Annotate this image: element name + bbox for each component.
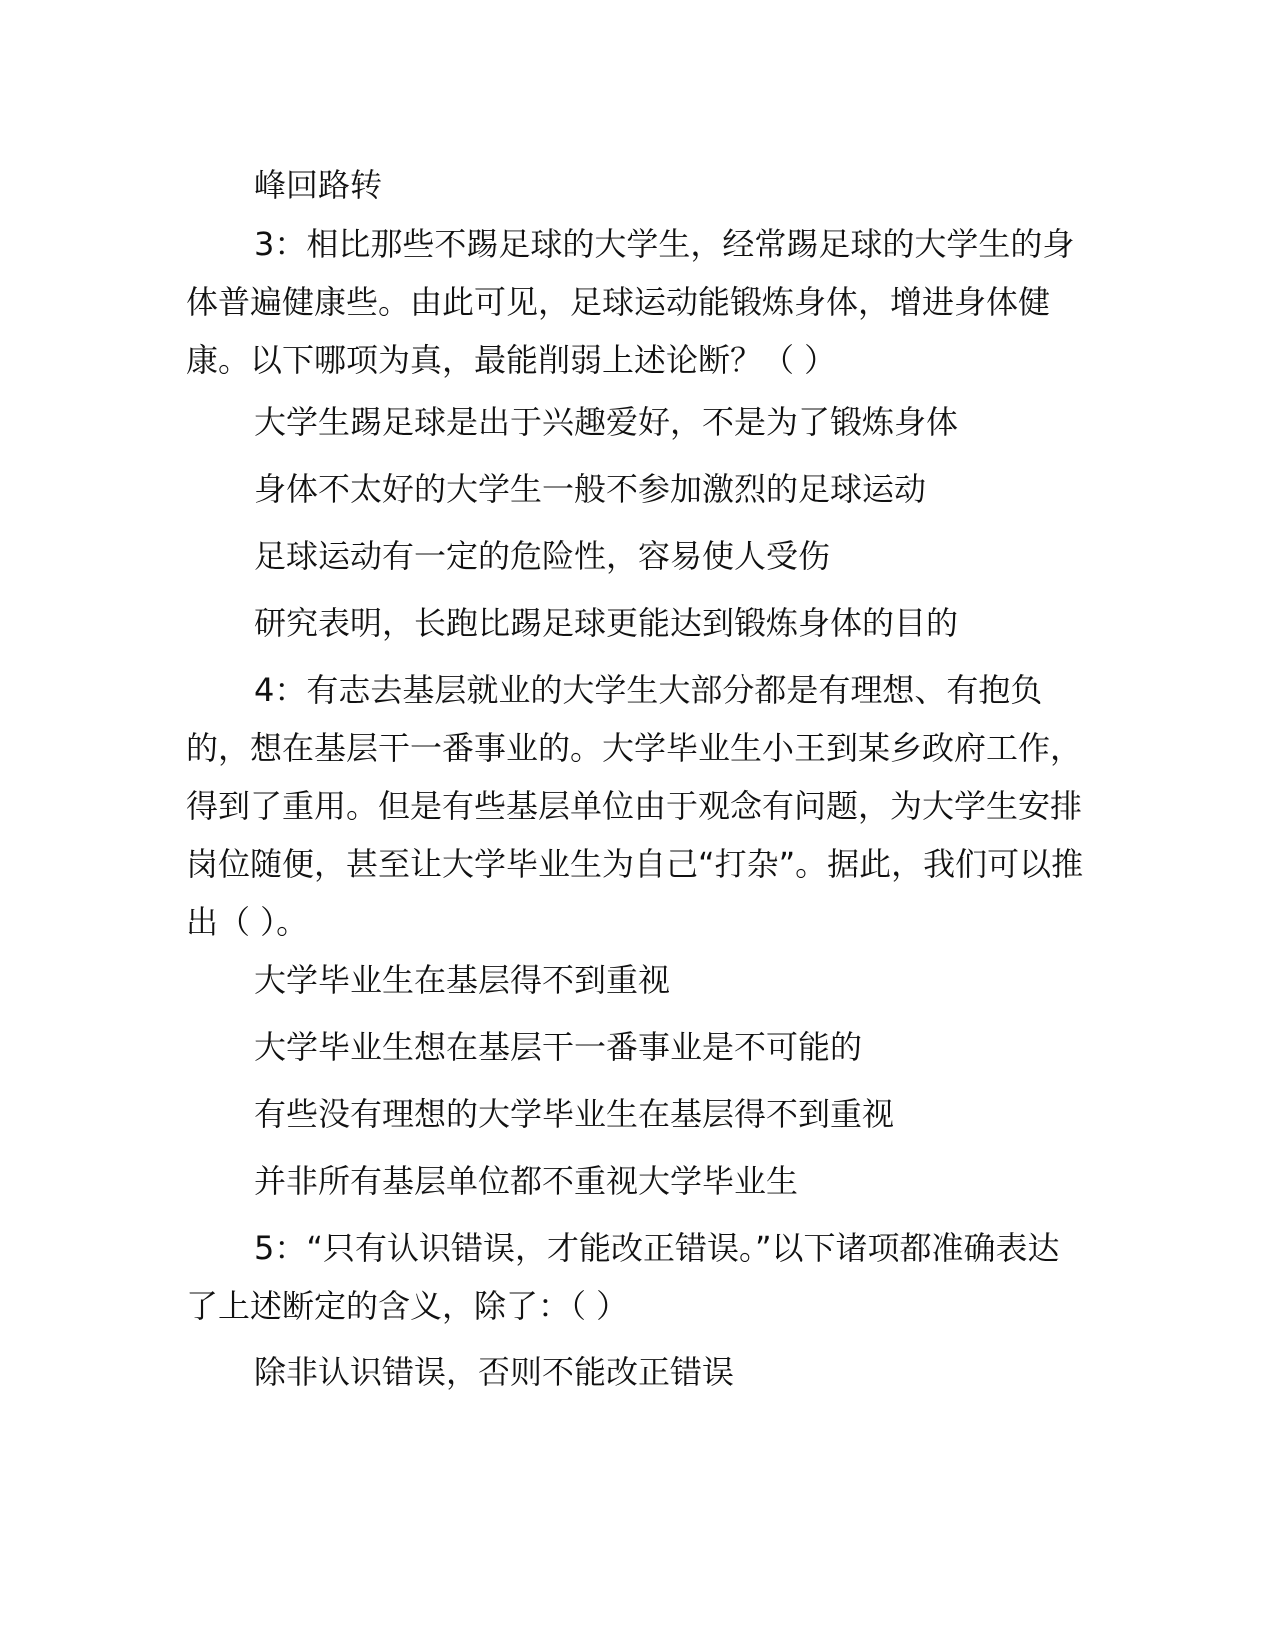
question-5: 5：“只有认识错误，才能改正错误。”以下诸项都准确表达了上述断定的含义，除了：（ ）: [186, 1229, 1060, 1325]
question-3-option-b: 身体不太好的大学生一般不参加激烈的足球运动: [254, 470, 927, 508]
question-4-option-c: 有些没有理想的大学毕业生在基层得不到重视: [254, 1095, 895, 1133]
question-4-option-b: 大学毕业生想在基层干一番事业是不可能的: [254, 1028, 863, 1066]
question-3-option-a: 大学生踢足球是出于兴趣爱好，不是为了锻炼身体: [254, 403, 959, 441]
question-4-option-a: 大学毕业生在基层得不到重视: [254, 961, 671, 999]
paragraph-1: 峰回路转: [254, 166, 383, 204]
question-4: 4：有志去基层就业的大学生大部分都是有理想、有抱负的，想在基层干一番事业的。大学毕业生小王到某乡政府工作，得到了重用。但是有些基层单位由于观念有问题，为大学生安排岗位随便，甚至让大学毕业生为自己“打杂”。据此，我们可以推出（ ）。: [186, 671, 1084, 941]
question-3: 3：相比那些不踢足球的大学生，经常踢足球的大学生的身体普遍健康些。由此可见，足球运动能锻炼身体，增进身体健康。以下哪项为真，最能削弱上述论断？（ ）: [186, 225, 1075, 379]
question-3-option-d: 研究表明，长跑比踢足球更能达到锻炼身体的目的: [254, 604, 959, 642]
question-3-option-c: 足球运动有一定的危险性，容易使人受伤: [254, 537, 831, 575]
question-4-option-d: 并非所有基层单位都不重视大学毕业生: [254, 1162, 799, 1200]
question-5-option-a: 除非认识错误，否则不能改正错误: [254, 1353, 735, 1391]
